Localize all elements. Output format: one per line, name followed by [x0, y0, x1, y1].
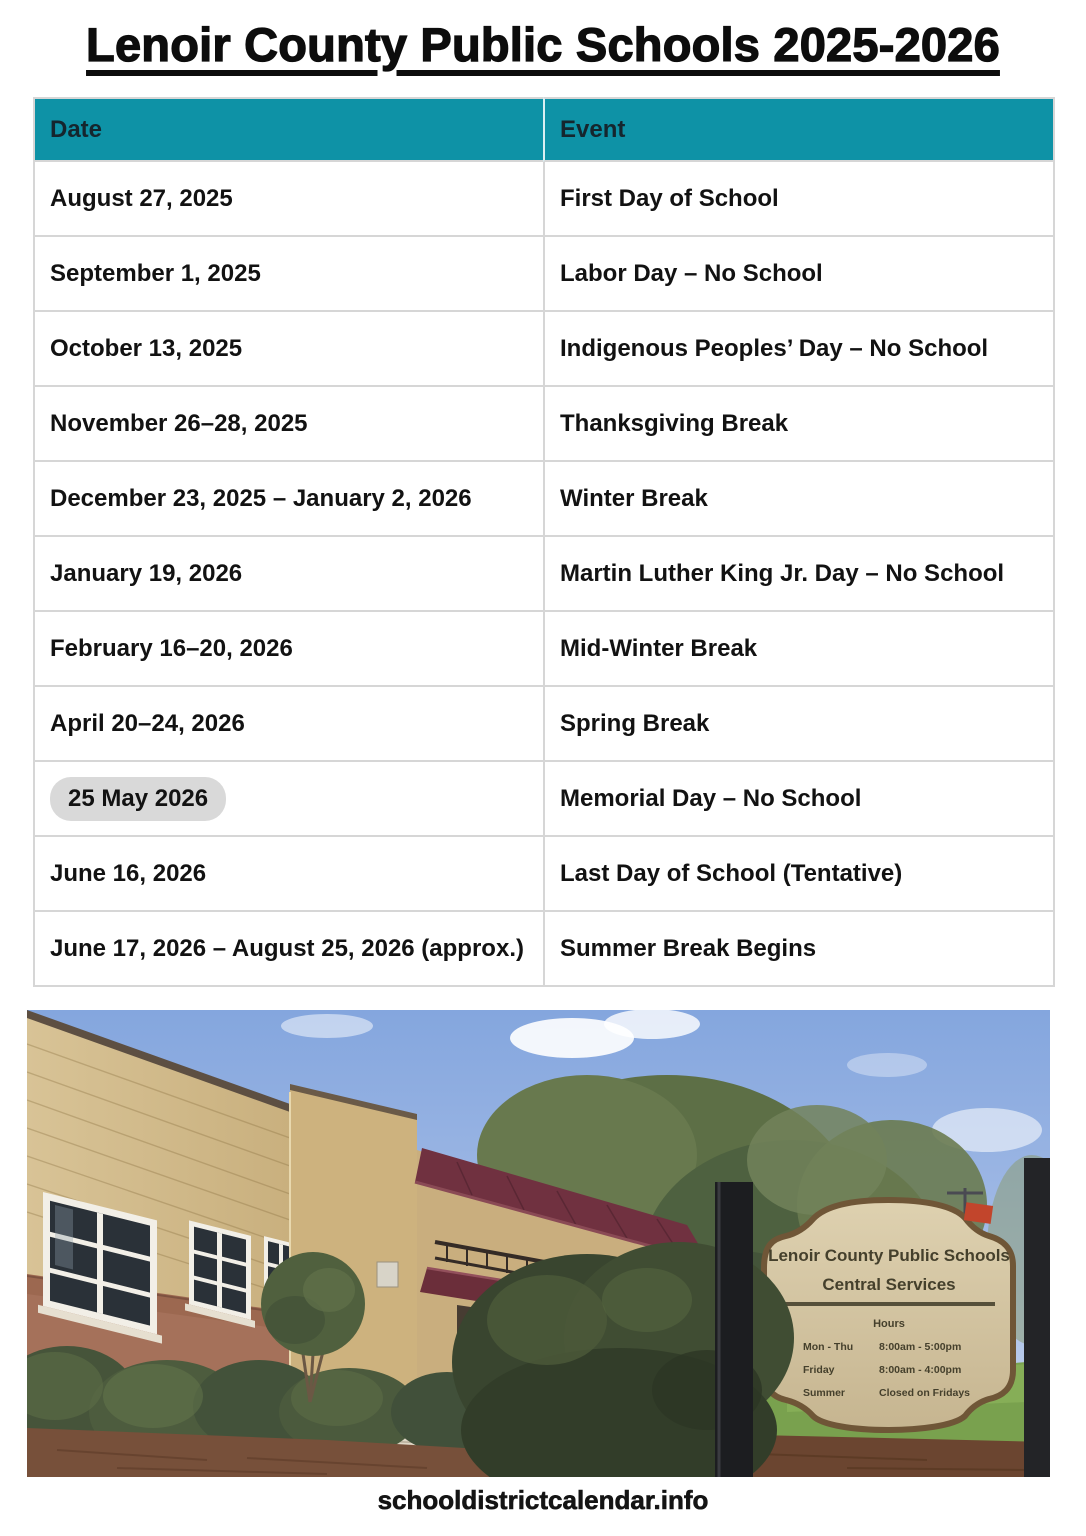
event-cell-text: Mid-Winter Break	[560, 634, 758, 662]
sign-hours-days-2: Summer	[803, 1387, 846, 1399]
date-cell-text: December 23, 2025 – January 2, 2026	[50, 484, 472, 512]
table-row	[33, 462, 1055, 537]
sign-orange-tag	[964, 1202, 993, 1224]
sign-line1: Lenoir County Public Schools	[768, 1246, 1010, 1265]
table-row	[33, 837, 1055, 912]
window-2	[185, 1219, 255, 1327]
sign-hours-time-0: 8:00am - 5:00pm	[879, 1341, 962, 1353]
event-cell	[543, 687, 1055, 762]
gate-post-right	[1024, 1158, 1050, 1477]
table-row	[33, 537, 1055, 612]
date-cell-text: 25 May 2026	[50, 777, 226, 821]
sign-hours	[803, 1341, 970, 1399]
sign-hours-time-2: Closed on Fridays	[879, 1387, 971, 1399]
date-cell-text: September 1, 2025	[50, 259, 261, 287]
sign-hours-days-1: Friday	[803, 1364, 835, 1376]
table-row	[33, 237, 1055, 312]
date-cell	[33, 912, 543, 987]
calendar-table-body	[33, 162, 1055, 987]
date-cell	[33, 162, 543, 237]
date-cell	[33, 612, 543, 687]
date-cell-text: June 16, 2026	[50, 859, 207, 887]
event-cell	[543, 462, 1055, 537]
date-cell-text: February 16–20, 2026	[50, 634, 293, 662]
event-cell-text: Indigenous Peoples’ Day – No School	[560, 334, 989, 362]
date-cell	[33, 462, 543, 537]
event-cell	[543, 387, 1055, 462]
sign-hours-title: Hours	[873, 1318, 905, 1330]
table-row	[33, 162, 1055, 237]
table-row	[33, 312, 1055, 387]
sign-hours-days-0: Mon - Thu	[803, 1341, 854, 1353]
event-cell-text: Spring Break	[560, 709, 710, 737]
event-cell-text: Winter Break	[560, 484, 708, 512]
date-cell-text: April 20–24, 2026	[50, 709, 245, 737]
page-title: Lenoir County Public Schools 2025-2026	[86, 18, 1000, 71]
date-cell-text: August 27, 2025	[50, 184, 233, 212]
table-row	[33, 612, 1055, 687]
school-building-photo	[27, 1010, 1050, 1477]
date-cell-text: January 19, 2026	[50, 559, 243, 587]
event-cell	[543, 312, 1055, 387]
event-cell-text: Thanksgiving Break	[560, 409, 789, 437]
calendar-table-head	[33, 97, 1055, 162]
event-cell	[543, 612, 1055, 687]
footer-site-text: schooldistrictcalendar.info	[377, 1485, 709, 1515]
date-cell	[33, 762, 543, 837]
date-cell-text: June 17, 2026 – August 25, 2026 (approx.)	[50, 934, 524, 962]
calendar-header-row	[33, 97, 1055, 162]
event-cell	[543, 912, 1055, 987]
sign-hours-time-1: 8:00am - 4:00pm	[879, 1364, 962, 1376]
calendar-table	[33, 97, 1055, 987]
table-row	[33, 762, 1055, 837]
event-cell-text: First Day of School	[560, 184, 779, 212]
event-column-header: Event	[543, 97, 1055, 162]
table-row	[33, 387, 1055, 462]
event-cell	[543, 162, 1055, 237]
table-row	[33, 687, 1055, 762]
date-cell	[33, 312, 543, 387]
sign-divider	[784, 1302, 995, 1306]
table-row	[33, 912, 1055, 987]
event-cell	[543, 237, 1055, 312]
event-cell-text: Memorial Day – No School	[560, 784, 862, 812]
gate-post-left	[715, 1182, 753, 1477]
event-cell-text: Last Day of School (Tentative)	[560, 859, 903, 887]
date-column-header: Date	[33, 97, 543, 162]
date-cell-text: October 13, 2025	[50, 334, 243, 362]
event-cell-text: Labor Day – No School	[560, 259, 823, 287]
school-sign	[764, 1200, 1013, 1430]
event-cell	[543, 537, 1055, 612]
date-cell	[33, 837, 543, 912]
event-cell-text: Summer Break Begins	[560, 934, 817, 962]
date-cell-text: November 26–28, 2025	[50, 409, 308, 437]
event-cell-text: Martin Luther King Jr. Day – No School	[560, 559, 1005, 587]
event-cell	[543, 837, 1055, 912]
date-cell	[33, 537, 543, 612]
sign-line2: Central Services	[822, 1275, 956, 1294]
wall-plaque	[377, 1262, 398, 1287]
date-cell	[33, 237, 543, 312]
date-cell	[33, 687, 543, 762]
event-cell	[543, 762, 1055, 837]
date-cell	[33, 387, 543, 462]
